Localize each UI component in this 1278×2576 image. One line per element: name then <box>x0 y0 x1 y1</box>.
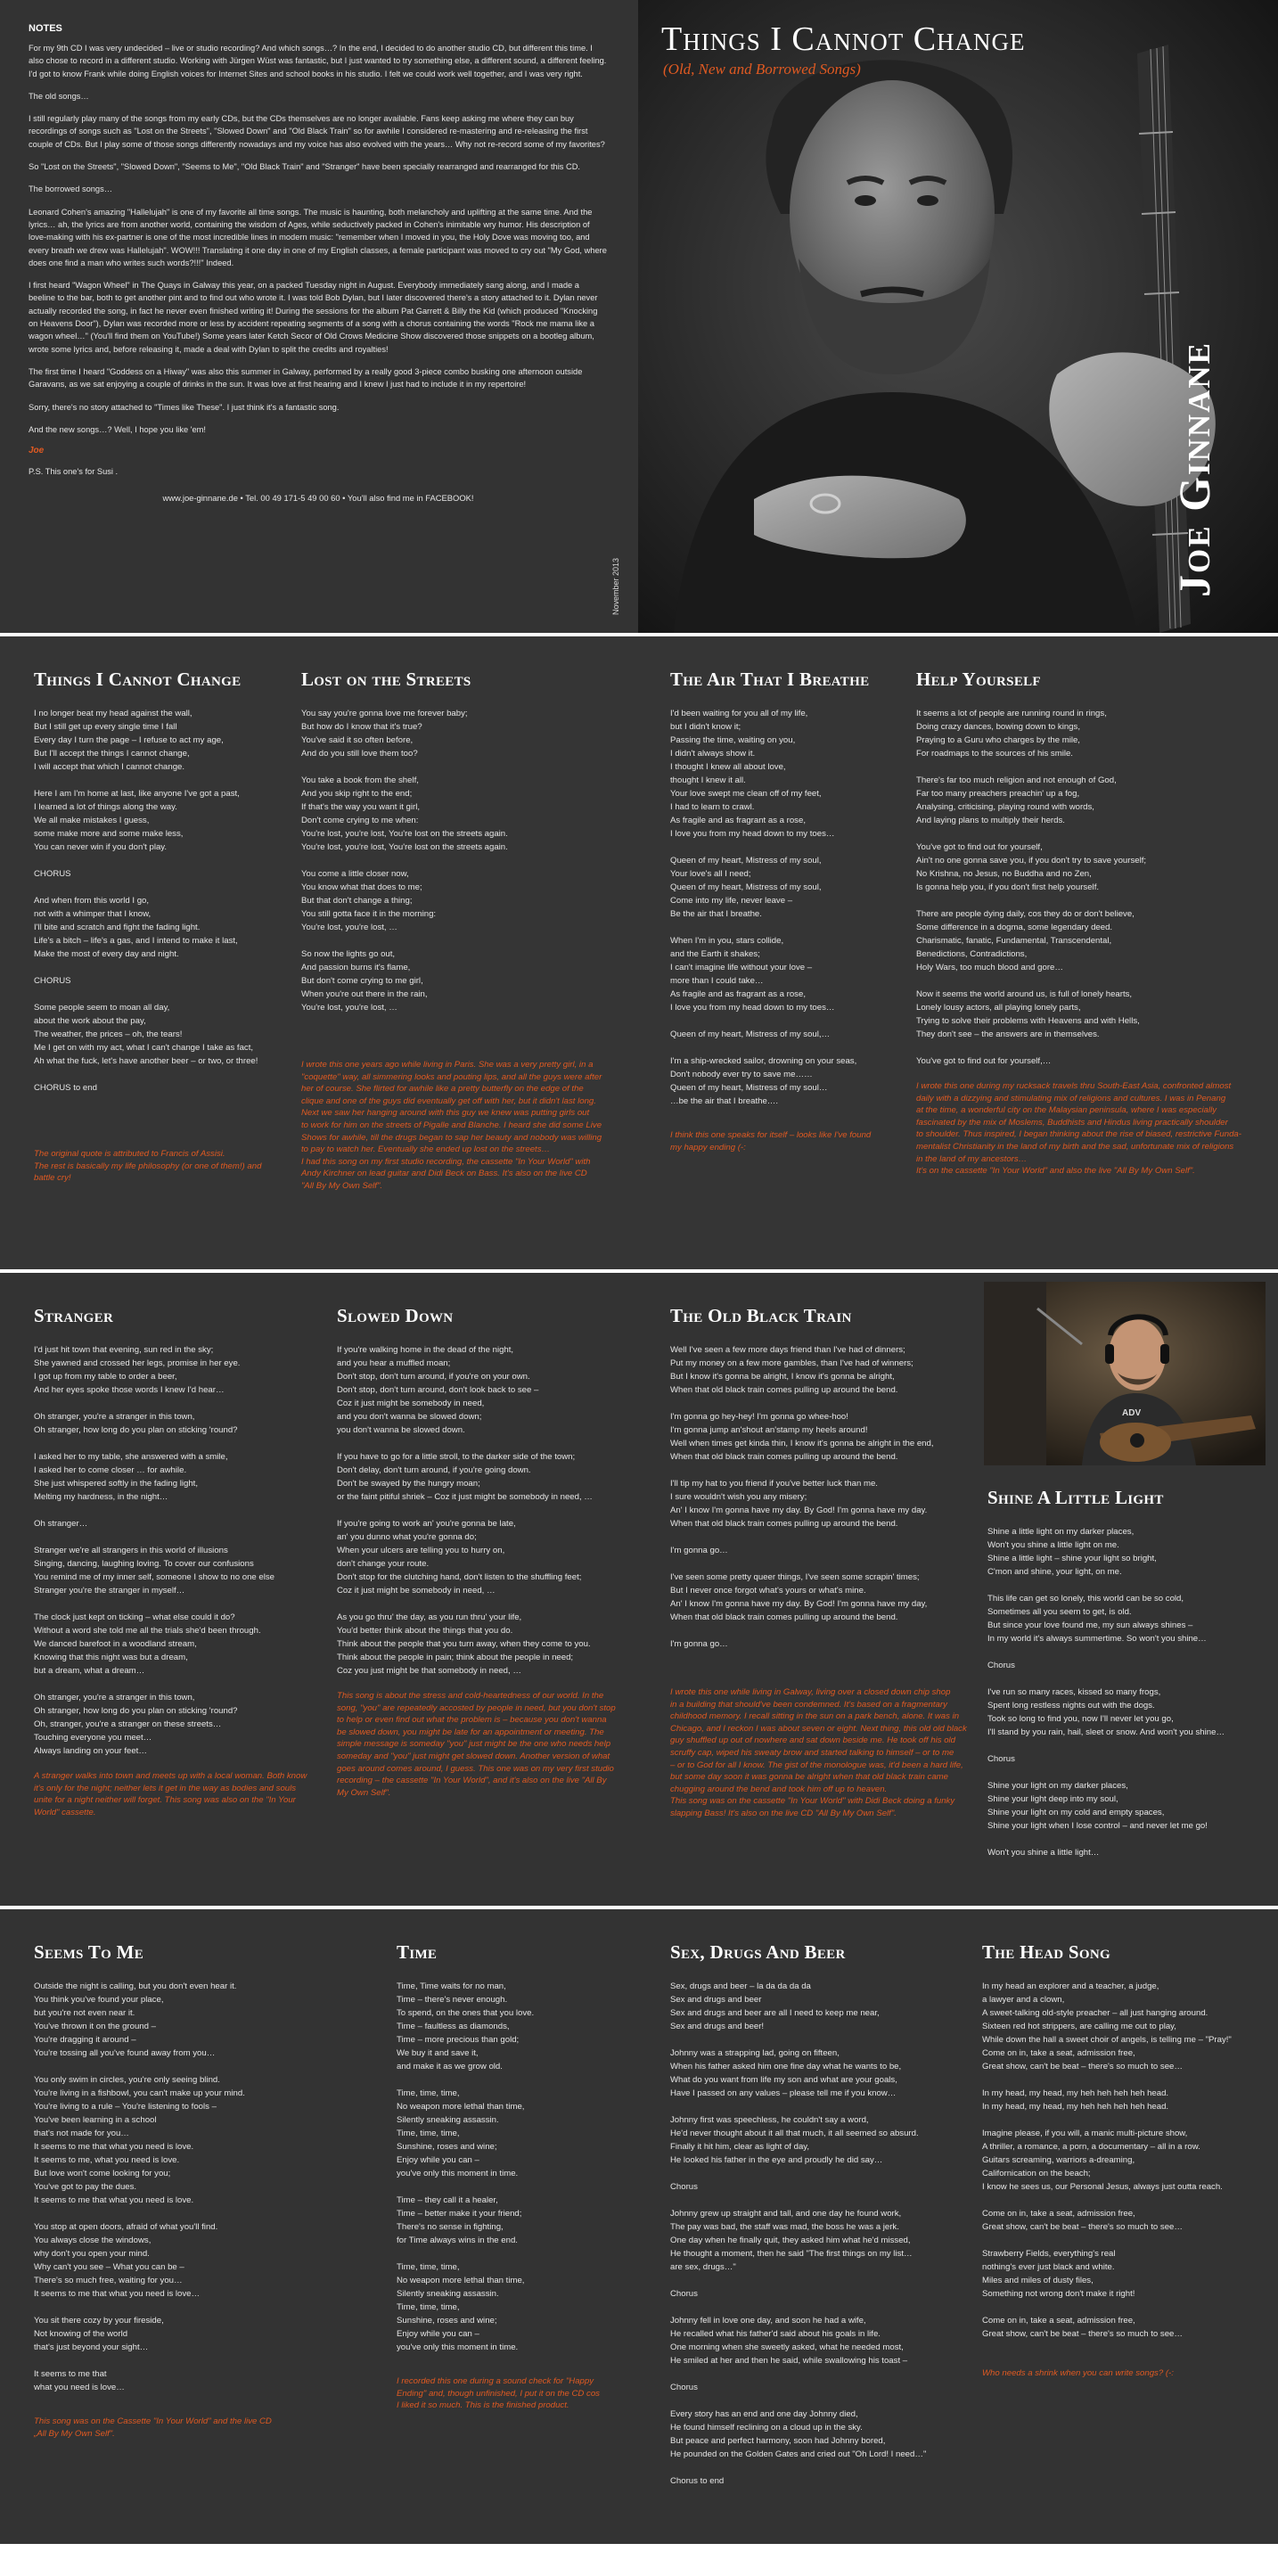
notes-signature: Joe <box>29 446 45 456</box>
notes-column <box>29 23 608 656</box>
song-title: The Old Black Train <box>670 1305 852 1326</box>
artist-name: Joe Ginnane <box>1169 340 1219 597</box>
song-lost-on-the-streets <box>301 669 640 1301</box>
song-note: This song is about the stress and cold-heartedness of our world. In the song, "you" are repeatedly accosted by people in need, but you don't stop to help or even find out what the problem is – because you don't wanna be slowed down, you might be late for an appointment or meeting. The simple message is someday "you" just might be the one who needs help someday and "you" just might get slowed down. Another version of what goes around comes around, I guess. This one was on my very first studio recording – the cassette "In Your World", and it's also on the live "All By My Own Self". <box>337 1691 616 1798</box>
song-note: I think this one speaks for itself – looks like I've found my happy ending (-: <box>670 1130 872 1153</box>
song-the-old-black-train <box>670 1305 978 1938</box>
song-lyrics: It seems a lot of people are running round in rings, Doing crazy dances, bowing down to kings, Praying to a Guru who charges by the mile, For roadmaps to the sources of his smile. There's far too much religion and not enough of God, Far too many preachers preachin' up a fog, Analysing, criticising, playing round with words, And laying plans to multiply their herds. You've got to find out for yourself, Ain't no one gonna save you, if you don't try to save yourself; No Krishna, no Jesus, no Buddha and no Zen, Is gonna help you, if you don't first help yourself. There are people dying daily, cos they do or don't believe, Some difference in a dogma, some legendary deed. Charismatic, fanatic, Fundamental, Transcendental, Benedictions, Contradictions, Holy Wars, too much blood and gore… Now it seems the world around us, is full of lonely hearts, Lonely lousy actors, all playing lonely parts, Trying to solve their problems with Heavens and with Hells, They don't see – the answers are in themselves. You've got to find out for yourself,… <box>916 709 1147 1066</box>
song-title: Seems To Me <box>34 1941 144 1963</box>
song-title: Lost on the Streets <box>301 669 471 690</box>
release-date: November 2013 <box>611 557 620 615</box>
notes-paragraph: Sorry, there's no story attached to "Times like These". I just think it's a fantastic song. <box>29 402 340 412</box>
song-lyrics: Outside the night is calling, but you don't even hear it. You think you've found your place, but you're not even near it. You've thrown it on the ground – You're dragging it around – You're tossing all you've found away from you… You only swim in circles, you're only seeing blind. You're living in a fishbowl, you can't make up your mind. You're living to a rule – You're listening to fools – You've been learning in a school that's not made for you… It seems to me that what you need is love. It seems to me, what you need is love. But love won't come looking for you; You've got to pay the dues. It seems to me that what you need is love. You stop at open doors, afraid of what you'll find. You always close the windows, why don't you open your mind. Why can't you see – What you can be – There's so much free, waiting for you… It seems to me that what you need is love… You sit there cozy by your fireside, Not knowing of the world that's just beyond your sight… It seems to me that what you need is love… <box>34 1981 245 2392</box>
lyrics-panel-1 <box>0 636 1278 1269</box>
contact-line: www.joe-ginnane.de • Tel. 00 49 171-5 49 00 60 • You'll also find me in FACEBOOK! <box>162 493 474 504</box>
song-help-yourself <box>916 669 1273 1301</box>
song-title: Shine A Little Light <box>987 1487 1164 1508</box>
notes-paragraph: The borrowed songs… <box>29 185 113 194</box>
song-title: Sex, Drugs And Beer <box>670 1941 846 1963</box>
song-lyrics: In my head an explorer and a teacher, a judge, a lawyer and a clown, A sweet-talking old-style preacher – all just hanging around. Sixteen red hot strippers, are calling me out to play, While down the hall a sweet choir of angels, is telling me – "Pray!" Come on in, take a seat, admission free, Great show, can't be beat – there's so much to see… In my head, my head, my heh heh heh heh head. In my head, my head, my heh heh heh heh head. Imagine please, if you will, a manic multi-picture show, A thriller, a romance, a porn, a documentary – all in a row. Guitars screaming, warriors a-dreaming, Californication on the beach; I know he sees us, our Personal Jesus, always just outta reach. Come on in, take a seat, admission free, Great show, can't be beat – there's so much to see… Strawberry Fields, everything's real nothing's ever just black and white. Miles and miles of dusty files, Something not wrong don't make it right! Come on in, take a seat, admission free, Great show, can't be beat – there's so much to see… <box>982 1981 1232 2339</box>
song-title: Things I Cannot Change <box>34 669 242 690</box>
song-lyrics: Well I've seen a few more days friend than I've had of dinners; Put my money on a few more gambles, than I've had of winners; But I know it's gonna be alright, I know it's gonna be alright, When that old black train comes pulling up around the bend. I'm gonna go hey-hey! I'm gonna go whee-hoo! I'm gonna jump an'shout an'stamp my heels around! Well when times get kinda thin, I know it's gonna be alright in the end, When that old black train comes pulling up around the bend. I'll tip my hat to you friend if you've better luck than me. I sure wouldn't wish you any misery; An' I know I'm gonna have my day. By God! I'm gonna have my day. When that old black train comes pulling up around the bend. I'm gonna go… I've seen some pretty queer things, I've seen some scrapin' times; But I never once forgot what's yours or what's mine. An' I know I'm gonna have my day. By God! I'm gonna have my day, When that old black train comes pulling up around the bend. I'm gonna go… <box>670 1345 934 1649</box>
song-title: The Air That I Breathe <box>670 669 870 690</box>
song-lyrics: Shine a little light on my darker places, Won't you shine a little light on me. Shine a little light – shine your light so bright, C'mon and shine, your light, on me. This life can get so lonely, this world can be so cold, Sometimes all you seem to get, is old. But since your love found me, my sun always shines – In my world it's always summertime. So won't you shine… Chorus I've run so many races, kissed so many frogs, Spent long restless nights out with the dogs. Took so long to find you, now I'll never let you go, I'll stand by you rain, hail, sleet or snow. And won't you shine… Chorus Shine your light on my darker places, Shine your light deep into my soul, Shine your light on my cold and empty spaces, Shine your light when I lose control – and never let me go! Won't you shine a little light… <box>987 1527 1225 1858</box>
song-slowed-down <box>337 1305 640 1938</box>
song-title: The Head Song <box>982 1941 1110 1963</box>
album-cover <box>638 0 1278 633</box>
notes-paragraph: The first time I heard "Goddess on a Hiway" was also this summer in Galway, performed by a really good 3-piece combo busking one afternoon outside Garavans, as we sat enjoying a couple of drinks in the sun. It was love at first hearing and I knew I just had to include it in my repertoire! <box>29 366 585 390</box>
song-things-i-cannot-change <box>34 669 292 1301</box>
notes-paragraph: The old songs… <box>29 91 89 101</box>
song-note: I wrote this one while living in Galway, living over a closed down chip shop in a building that should've been condemned. It's based on a fragmentary childhood memory. I recall sitting in the sun on a park bench, alone. It was in Chicago, and I reckon I was about seven or eight. Next thing, this old old black guy shuffled up out of nowhere and sat down beside me. He took off his old scruffy cap, wiped his sweaty brow and started talking to himself – or to me – or to God for all I know. The gist of the monologue was, it'd been a hard life, but some day soon it was gonna be alright when that old black train came chugging around the bend and took him off up to heaven. This song was on the cassette "In Your World" with Didi Beck doing a funky slapping Bass! It's also on the live CD "All By My Own Self". <box>670 1687 967 1818</box>
notes-heading: NOTES <box>29 23 62 34</box>
notes-paragraph: And the new songs…? Well, I hope you like 'em! <box>29 424 207 434</box>
cover-subtitle: (Old, New and Borrowed Songs) <box>663 61 861 78</box>
svg-text:ADV: ADV <box>1122 1408 1142 1418</box>
notes-paragraph: So "Lost on the Streets", "Slowed Down", "Seems to Me", "Old Black Train" and "Stranger" have been specially rearranged and rearranged for this CD. <box>29 162 581 172</box>
song-lyrics: I no longer beat my head against the wall, But I still get up every single time I fall Every day I turn the page – I refuse to act my age, But I'll accept the things I cannot change, I will accept that which I cannot change. Here I am I'm home at last, like anyone I've got a past, I learned a lot of things along the way. We all make mistakes I guess, some make more and some make less, You can never win if you don't play. CHORUS And when from this world I go, not with a whimper that I know, I'll bite and scratch and fight the fading light. Life's a bitch – life's a gas, and I intend to make it last, Make the most of every day and night. CHORUS Some people seem to moan all day, about the work about the pay, The weather, the prices – oh, the tears! Me I get on with my act, what I can't change I take as fact, Ah what the fuck, let's have another beer – or two, or three! CHORUS to end <box>34 709 258 1093</box>
song-stranger <box>34 1305 328 1938</box>
notes-ps: P.S. This one's for Susi . <box>29 467 119 477</box>
song-the-head-song <box>982 1941 1273 2576</box>
song-title: Time <box>397 1941 438 1963</box>
notes-paragraph: I still regularly play many of the songs from my early CDs, but the CDs themselves are no longer available. Fans keep asking me where they can buy recordings of songs such as "Lost on the Streets", "Slowed Down" and "Old Black Train" so for awhile I considered re-mastering and re-releasing the first couple of CDs. But I play some of those songs differently nowadays and my voice has also evolved with the years… Why not re-record some of my favorites? <box>29 114 605 149</box>
song-time <box>397 1941 664 2576</box>
song-note: A stranger walks into town and meets up with a local woman. Both know it's only for the night; neither lets it get in the way as bodies and souls unite for a night neither will forget. This song was also on the "In Your World" cassette. <box>34 1771 307 1817</box>
song-lyrics: I'd been waiting for you all of my life, but I didn't know it; Passing the time, waiting on you, I didn't always show it. I thought I knew all about love, thought I knew it all. Your love swept me clean off of my feet, I had to learn to crawl. As fragile and as fragrant as a rose, I love you from my head down to my toes… Queen of my heart, Mistress of my soul, Your love's all I need; Queen of my heart, Mistress of my soul, Come into my life, never leave – Be the air that I breathe. When I'm in you, stars collide, and the Earth it shakes; I can't imagine life without your love – more than I could take… As fragile and as fragrant as a rose, I love you from my head down to my toes… Queen of my heart, Mistress of my soul,… I'm a ship-wrecked sailor, drowning on your seas, Don't nobody ever try to save me…… Queen of my heart, Mistress of my soul… …be the air that I breathe…. <box>670 709 857 1106</box>
lyrics-panel-3 <box>0 1909 1278 2544</box>
song-title: Slowed Down <box>337 1305 454 1326</box>
notes-paragraph: For my 9th CD I was very undecided – live or studio recording? And which songs…? In the end, I decided to do another studio CD, but different this time. I also chose to record in a different studio. Working with Jürgen Wüst was fantastic, but I just wanted to try something else, a different sound, a different feeling. I'd got to know Frank while doing English voices for Internet Sites and school books in his studio. I felt we could work well together, and I was very right. <box>29 44 609 78</box>
song-note: I wrote this one during my rucksack travels thru South-East Asia, confronted almost daily with a dizzying and stimulating mix of religions and cultures. I was in Penang at the time, a wonderful city on the Malaysian peninsula, where I was especially fascinated by the mix of Moslems, Buddhists and Hindus living practically shoulder to shoulder. Thus inspired, I began thinking about the rise of biased, restrictive Funda- mentalist Christianity in the land of my birth and the sad, unfortunate mix of religions in the land of my ancestors… It's on the cassette "In Your World" and also the live "All By My Own Self". <box>916 1081 1241 1177</box>
studio-photo-image <box>984 1282 1266 1465</box>
cover-title: Things I Cannot Change <box>661 21 1026 58</box>
song-seems-to-me <box>34 1941 328 2576</box>
song-the-air-that-i-breathe <box>670 669 911 1301</box>
song-lyrics: I'd just hit town that evening, sun red in the sky; She yawned and crossed her legs, promise in her eye. I got up from my table to order a beer, And her eyes spoke those words I knew I'd hear… Oh stranger, you're a stranger in this town, Oh stranger, how long do you plan on sticking 'round? I asked her to my table, she answered with a smile, I asked her to come closer … for awhile. She just whispered softly in the fading light, Melting my hardness, in the night… Oh stranger… Stranger we're all strangers in this world of illusions Singing, dancing, laughing loving. To cover our confusions You remind me of my inner self, someone I show to no one else Stranger you're the stranger in myself… The clock just kept on ticking – what else could it do? Without a word she told me all the trials she'd been through. We danced barefoot in a woodland stream, Knowing that this night was but a dream, but a dream, what a dream… Oh stranger, you're a stranger in this town, Oh stranger, how long do you plan on sticking 'round? Oh, stranger, you're a stranger on these streets… Touching everyone you meet… Always landing on your feet… <box>34 1345 275 1756</box>
song-lyrics: Sex, drugs and beer – la da da da da Sex and drugs and beer Sex and drugs and beer are all I need to keep me near, Sex and drugs and beer! Johnny was a strapping lad, going on fifteen, When his father asked him one fine day what he wants to be, What do you want from life my son and what are your goals, Have I passed on any values – please tell me if you know… Johnny first was speechless, he couldn't say a word, He'd never thought about it all that much, it all seemed so absurd. Finally it hit him, clear as light of day, He looked his father in the eye and proudly he did say… Chorus Johnny grew up straight and tall, and one day he found work, The pay was bad, the staff was mad, the boss he was a jerk. One day when he finally quit, they asked him what he'd missed, He thought a moment, then he said "The first things on my list… are sex, drugs…" Chorus Johnny fell in love one day, and soon he had a wife, He recalled what his father'd said about his goals in life. One morning when she sweetly asked, what he needed most, He smiled at her and then he said, while swallowing his toast – Chorus Every story has an end and one day Johnny died, He found himself reclining on a cloud up in the sky. But peace and perfect harmony, soon had Johnny bored, He pounded on the Golden Gates and cried out "Oh Lord! I need…" Chorus to end <box>670 1981 927 2486</box>
lyrics-panel-2 <box>0 1273 1278 1906</box>
song-lyrics: Time, Time waits for no man, Time – there's never enough. To spend, on the ones that you love. Time – faultless as diamonds, Time – more precious than gold; We buy it and save it, and make it as we grow old. Time, time, time, No weapon more lethal than time, Silently sneaking assassin. Time, time, time, Sunshine, roses and wine; Enjoy while you can – you've only this moment in time. Time – they call it a healer, Time – better make it your friend; There's no sense in fighting, for Time always wins in the end. Time, time, time, No weapon more lethal than time, Silently sneaking assassin. Time, time, time, Sunshine, roses and wine; Enjoy while you can – you've only this moment in time. <box>397 1981 535 2352</box>
song-note: This song was on the Cassette "In Your World" and the live CD „All By My Own Self". <box>34 2416 272 2439</box>
song-title: Stranger <box>34 1305 114 1326</box>
song-note: I recorded this one during a sound check for "Happy Ending" and, though unfinished, I put it on the CD cos I liked it so much. This is the finished product. <box>397 2376 600 2411</box>
song-note: The original quote is attributed to Francis of Assisi. The rest is basically my life philosophy (or one of them!) and battle cry! <box>34 1149 262 1184</box>
notes-paragraph: Leonard Cohen's amazing "Hallelujah" is one of my favorite all time songs. The music is haunting, both melancholy and uplifting at the same time. And the lyrics… ah, the lyrics are from another world, containing the wisdom of Ages, while seductively packed in Cohen's inimitable wry humor. His description of love-making with his ex-partner is one of the most incredible lines in modern music: "remember when I moved in you, the Holy Dove was moving too, and every breath we drew was Hallelujah". WOW!!! Translating it one day in one of my English classes, a female participant was moved to cry out "My God, where does one find a man who writes such words?!!!" Indeed. <box>29 207 610 267</box>
song-note: Who needs a shrink when you can write songs? (-: <box>982 2368 1174 2378</box>
song-lyrics: If you're walking home in the dead of the night, and you hear a muffled moan; Don't stop, don't turn around, if you're on your own. Don't stop, don't turn around, don't look back to see – Coz it just might be somebody in need, and you don't wanna be slowed down; you don't wanna be slowed down. If you have to go for a little stroll, to the darker side of the town; Don't delay, don't turn around, if you're going down. Don't be swayed by the hungry moan; or the faint pitiful shriek – Coz it just might be somebody in need, … If you're going to work an' you're gonna be late, an' you dunno what you're gonna do; When your ulcers are telling you to hurry on, don't change your route. Don't stop for the clutching hand, don't listen to the shuffling feet; Coz it just might be somebody in need, … As you go thru' the day, as you run thru' your life, You'd better think about the things that you do. Think about the people that you turn away, when they come to you. Think about the people in pain; think about the people in need; Coz you just might be that somebody in need, … <box>337 1345 593 1676</box>
song-note: I wrote this one years ago while living in Paris. She was a very pretty girl, in a "coquette" way, all simmering looks and pouting lips, and all the guys were after her of course. She flirted for awhile like a pretty butterfly on the edge of the clique and one of the guys did eventually get off with her, but it didn't last long. Next we saw her hanging around with this guy we knew was putting girls out to work for him on the streets of Pigalle and Blanche. I heard she did some Live Shows for awhile, till the drugs began to sap her beauty and nobody was willing to pay to watch her. Eventually she ended up lost on the streets… I had this song on my first studio recording, the cassette "In Your World" with Andy Kirchner on lead guitar and Didi Beck on Bass. It's also on the live CD "All By My Own Self". <box>301 1060 602 1191</box>
song-lyrics: You say you're gonna love me forever baby; But how do I know that it's true? You've said it so often before, And do you still love them too? You take a book from the shelf, And you skip right to the end; If that's the way you want it girl, Don't come crying to me when: You're lost, you're lost, You're lost on the streets again. You're lost, you're lost, You're lost on the streets again. You come a little closer now, You know what that does to me; But that don't change a thing; You still gotta face it in the morning: You're lost, you're lost, … So now the lights go out, And passion burns it's flame, But don't come crying to me girl, When you're out there in the rain, You're lost, you're lost, … <box>301 709 508 1013</box>
notes-paragraph: I first heard "Wagon Wheel" in The Quays in Galway this year, on a packed Tuesday night in August. Everybody immediately sang along, and I made a beeline to the bar, both to get another pint and to find out who wrote it. I was told Bob Dylan, but I later discovered there's a story attached to it. Dylan never actually recorded the song, in fact he never even finished writing it! During the sessions for the album Pat Garrett & Billy the Kid (which produced "Knocking on Heavens Door"), Dylan was recorded more or less by accident repeating segments of a song with a chorus containing the words "Rock me mama like a wagon wheel…" (You'll find them on YouTube!) Some years later Ketch Secor of Old Crows Medicine Show discovered those snippets on a bootleg album, wrote some lyrics and, before releasing it, made a deal with Dylan to split the credits and royalties! <box>29 281 601 354</box>
song-sex-drugs-and-beer <box>670 1941 973 2576</box>
studio-photo <box>984 1282 1266 1465</box>
song-title: Help Yourself <box>916 669 1041 690</box>
notes-and-cover-panel <box>0 0 1278 633</box>
